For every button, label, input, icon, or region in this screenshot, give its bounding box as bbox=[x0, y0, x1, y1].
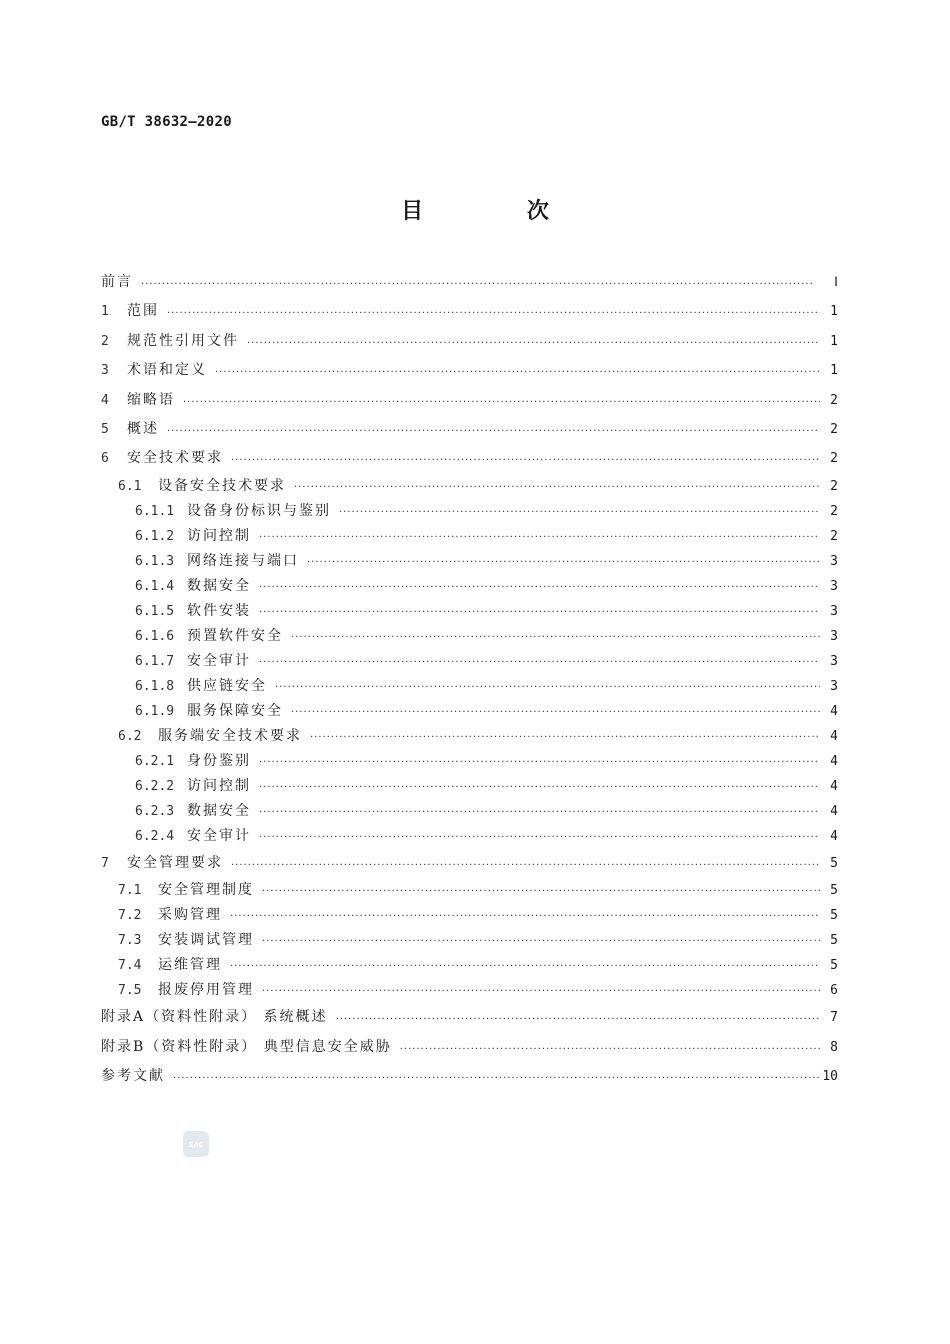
toc-entry-page: 1 bbox=[830, 363, 838, 379]
toc-entry[interactable] bbox=[101, 599, 838, 624]
toc-entry-number: 6.1 bbox=[118, 478, 142, 494]
toc-entry[interactable] bbox=[101, 953, 838, 978]
toc-entry[interactable] bbox=[101, 297, 838, 326]
toc-entry[interactable] bbox=[101, 699, 838, 724]
toc-entry[interactable] bbox=[101, 674, 838, 699]
toc-entry-label: 安全管理要求 bbox=[127, 854, 223, 871]
toc-entry-label: 安全审计 bbox=[187, 652, 251, 669]
toc-entry[interactable] bbox=[101, 1033, 838, 1062]
toc-entry-label: 附录B（资料性附录） 典型信息安全威胁 bbox=[101, 1038, 392, 1055]
toc-entry-number: 6.1.1 bbox=[135, 503, 175, 519]
toc-entry-number: 1 bbox=[101, 304, 109, 320]
toc-entry[interactable] bbox=[101, 774, 838, 799]
toc-entry[interactable] bbox=[101, 799, 838, 824]
toc-leader-dots bbox=[291, 625, 820, 641]
toc-entry-label: 访问控制 bbox=[187, 527, 251, 544]
toc-entry-page: 3 bbox=[830, 578, 838, 594]
svg-text:SAC: SAC bbox=[188, 1141, 204, 1149]
sac-logo-icon bbox=[183, 1131, 209, 1157]
toc-leader-dots bbox=[215, 358, 820, 374]
toc-entry-page: 5 bbox=[830, 908, 838, 924]
toc-entry-page: 4 bbox=[830, 828, 838, 844]
toc-entry-page: 3 bbox=[830, 628, 838, 644]
toc-leader-dots bbox=[259, 825, 820, 841]
table-of-contents bbox=[101, 268, 838, 1091]
toc-leader-dots bbox=[231, 851, 820, 867]
toc-entry-number: 6.2.1 bbox=[135, 753, 175, 769]
toc-entry-number: 6.1.5 bbox=[135, 603, 175, 619]
toc-leader-dots bbox=[336, 1005, 820, 1021]
toc-leader-dots bbox=[259, 525, 820, 541]
toc-entry[interactable] bbox=[101, 878, 838, 903]
toc-entry[interactable] bbox=[101, 549, 838, 574]
toc-entry-label: 报废停用管理 bbox=[158, 982, 254, 999]
toc-entry[interactable] bbox=[101, 978, 838, 1003]
toc-leader-dots bbox=[275, 675, 820, 691]
toc-leader-dots bbox=[167, 417, 820, 433]
toc-entry-number: 6.1.4 bbox=[135, 578, 175, 594]
toc-leader-dots bbox=[167, 299, 820, 315]
toc-entry-number: 6.1.9 bbox=[135, 703, 175, 719]
toc-entry[interactable] bbox=[101, 327, 838, 356]
toc-entry-page: 2 bbox=[830, 421, 838, 437]
toc-entry-page: 3 bbox=[830, 553, 838, 569]
standard-code: GB/T 38632—2020 bbox=[101, 114, 232, 130]
toc-entry-label: 服务保障安全 bbox=[187, 702, 283, 719]
toc-entry-page: 1 bbox=[830, 333, 838, 349]
toc-leader-dots bbox=[247, 329, 820, 345]
toc-entry-page: 8 bbox=[830, 1039, 838, 1055]
toc-entry[interactable] bbox=[101, 849, 838, 878]
toc-entry-page: 2 bbox=[830, 451, 838, 467]
toc-leader-dots bbox=[141, 270, 820, 286]
toc-entry[interactable] bbox=[101, 624, 838, 649]
toc-entry[interactable] bbox=[101, 415, 838, 444]
toc-leader-dots bbox=[173, 1064, 820, 1080]
toc-entry-number: 6.2.2 bbox=[135, 778, 175, 794]
toc-entry-label: 缩略语 bbox=[127, 391, 175, 408]
toc-entry-label: 设备身份标识与鉴别 bbox=[187, 502, 331, 519]
toc-entry-page: 4 bbox=[830, 703, 838, 719]
toc-entry[interactable] bbox=[101, 524, 838, 549]
toc-entry-number: 6.2.4 bbox=[135, 828, 175, 844]
toc-entry-label: 规范性引用文件 bbox=[127, 332, 239, 349]
toc-entry[interactable] bbox=[101, 1062, 838, 1091]
toc-leader-dots bbox=[339, 500, 820, 516]
toc-entry-number: 6 bbox=[101, 451, 109, 467]
toc-leader-dots bbox=[231, 446, 820, 462]
toc-entry-number: 5 bbox=[101, 421, 109, 437]
toc-entry-label: 设备安全技术要求 bbox=[158, 477, 286, 494]
toc-leader-dots bbox=[259, 750, 820, 766]
toc-entry-number: 6.1.7 bbox=[135, 653, 175, 669]
toc-entry-label: 数据安全 bbox=[187, 802, 251, 819]
toc-entry-label: 访问控制 bbox=[187, 777, 251, 794]
toc-entry-label: 安装调试管理 bbox=[158, 932, 254, 949]
toc-entry[interactable] bbox=[101, 903, 838, 928]
toc-entry[interactable] bbox=[101, 649, 838, 674]
toc-entry-number: 6.1.6 bbox=[135, 628, 175, 644]
toc-entry-page: 4 bbox=[830, 753, 838, 769]
toc-entry[interactable] bbox=[101, 386, 838, 415]
toc-leader-dots bbox=[230, 904, 820, 920]
toc-entry-page: 3 bbox=[830, 603, 838, 619]
toc-entry-number: 7.4 bbox=[118, 958, 142, 974]
toc-entry-page: 5 bbox=[830, 958, 838, 974]
toc-entry-page: 4 bbox=[830, 778, 838, 794]
toc-leader-dots bbox=[259, 650, 820, 666]
toc-entry[interactable] bbox=[101, 824, 838, 849]
toc-entry-page: 3 bbox=[830, 653, 838, 669]
toc-entry-page: 2 bbox=[830, 478, 838, 494]
toc-leader-dots bbox=[230, 954, 820, 970]
toc-entry[interactable] bbox=[101, 444, 838, 473]
toc-entry[interactable] bbox=[101, 474, 838, 499]
toc-entry-page: 2 bbox=[830, 503, 838, 519]
toc-entry-page: 7 bbox=[830, 1010, 838, 1026]
toc-entry[interactable] bbox=[101, 574, 838, 599]
toc-entry-page: 3 bbox=[830, 678, 838, 694]
toc-entry-label: 参考文献 bbox=[101, 1067, 165, 1084]
toc-leader-dots bbox=[259, 575, 820, 591]
toc-entry-page: 4 bbox=[830, 728, 838, 744]
toc-entry-label: 运维管理 bbox=[158, 957, 222, 974]
toc-entry-number: 6.1.8 bbox=[135, 678, 175, 694]
toc-entry-label: 网络连接与端口 bbox=[187, 552, 299, 569]
toc-entry-label: 安全审计 bbox=[187, 827, 251, 844]
toc-leader-dots bbox=[259, 600, 820, 616]
toc-entry[interactable] bbox=[101, 356, 838, 385]
toc-entry-label: 前言 bbox=[101, 274, 133, 290]
toc-entry-label: 身份鉴别 bbox=[187, 752, 251, 769]
toc-entry-number: 7.2 bbox=[118, 908, 142, 924]
toc-entry-number: 7.1 bbox=[118, 883, 142, 899]
toc-entry[interactable] bbox=[101, 1003, 838, 1032]
toc-entry-page: 5 bbox=[830, 933, 838, 949]
toc-entry-number: 6.2 bbox=[118, 728, 142, 744]
toc-leader-dots bbox=[291, 700, 820, 716]
toc-entry-label: 附录A（资料性附录） 系统概述 bbox=[101, 1009, 328, 1026]
toc-entry-label: 范围 bbox=[127, 303, 159, 320]
toc-entry-page: 10 bbox=[822, 1068, 838, 1084]
toc-entry-number: 6.1.3 bbox=[135, 553, 175, 569]
toc-entry-label: 数据安全 bbox=[187, 577, 251, 594]
toc-entry-number: 6.1.2 bbox=[135, 528, 175, 544]
toc-entry[interactable] bbox=[101, 928, 838, 953]
toc-entry-label: 术语和定义 bbox=[127, 362, 207, 379]
toc-entry-number: 7 bbox=[101, 855, 109, 871]
toc-entry-label: 预置软件安全 bbox=[187, 627, 283, 644]
toc-entry-number: 2 bbox=[101, 333, 109, 349]
toc-entry-number: 3 bbox=[101, 363, 109, 379]
toc-leader-dots bbox=[262, 979, 820, 995]
toc-leader-dots bbox=[262, 929, 820, 945]
toc-entry-number: 7.3 bbox=[118, 933, 142, 949]
toc-entry-label: 安全技术要求 bbox=[127, 450, 223, 467]
toc-leader-dots bbox=[259, 800, 820, 816]
toc-entry-label: 采购管理 bbox=[158, 907, 222, 924]
toc-leader-dots bbox=[307, 550, 820, 566]
toc-leader-dots bbox=[262, 879, 820, 895]
toc-entry-label: 安全管理制度 bbox=[158, 882, 254, 899]
toc-entry-page: 5 bbox=[830, 855, 838, 871]
toc-entry-page: Ⅰ bbox=[834, 275, 838, 290]
toc-leader-dots bbox=[294, 475, 820, 491]
toc-entry-page: 4 bbox=[830, 803, 838, 819]
toc-entry[interactable] bbox=[101, 724, 838, 749]
toc-entry-page: 2 bbox=[830, 392, 838, 408]
toc-entry-number: 4 bbox=[101, 392, 109, 408]
toc-entry-label: 概述 bbox=[127, 420, 159, 437]
toc-entry-label: 供应链安全 bbox=[187, 677, 267, 694]
toc-leader-dots bbox=[400, 1035, 820, 1051]
toc-entry[interactable] bbox=[101, 499, 838, 524]
toc-entry-number: 6.2.3 bbox=[135, 803, 175, 819]
toc-entry-number: 7.5 bbox=[118, 983, 142, 999]
toc-leader-dots bbox=[183, 388, 820, 404]
toc-entry-page: 6 bbox=[830, 983, 838, 999]
toc-entry-page: 2 bbox=[830, 528, 838, 544]
toc-entry[interactable] bbox=[101, 268, 838, 297]
toc-leader-dots bbox=[310, 725, 820, 741]
toc-entry[interactable] bbox=[101, 749, 838, 774]
toc-entry-page: 1 bbox=[830, 304, 838, 320]
toc-leader-dots bbox=[259, 775, 820, 791]
page-title: 目 次 bbox=[401, 199, 597, 224]
toc-entry-label: 软件安装 bbox=[187, 602, 251, 619]
toc-entry-label: 服务端安全技术要求 bbox=[158, 727, 302, 744]
toc-entry-page: 5 bbox=[830, 883, 838, 899]
